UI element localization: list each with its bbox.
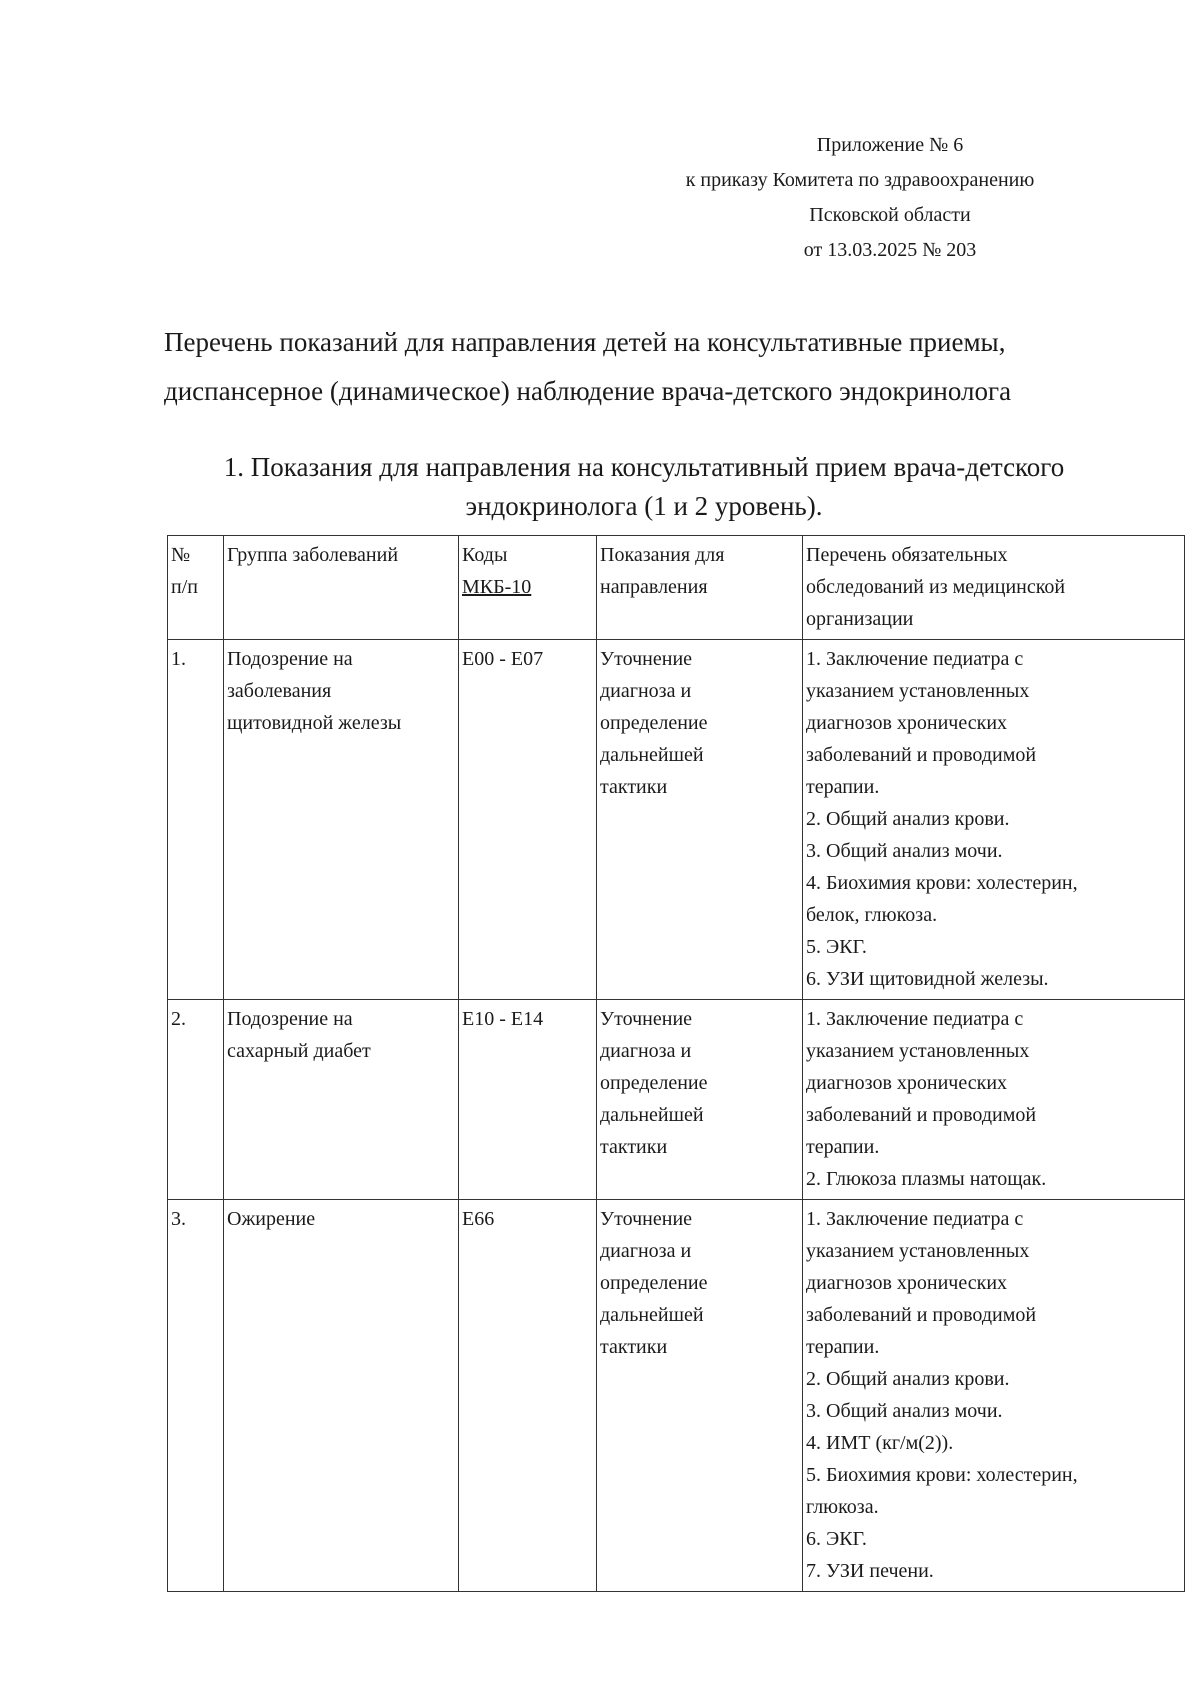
header-group: Группа заболеваний (224, 536, 459, 640)
table-row (168, 1000, 1185, 1200)
cell-group: Ожирение (224, 1200, 459, 1592)
header-codes: Коды МКБ-10 (459, 536, 597, 640)
cell-indications: Уточнение диагноза и определение дальнейшей тактики (597, 1200, 803, 1592)
cell-codes: Е10 - Е14 (459, 1000, 597, 1200)
appendix-number: Приложение № 6 (816, 134, 964, 156)
cell-exams: 1. Заключение педиатра с указанием установленных диагнозов хронических заболеваний и проводимой терапии. 2. Общий анализ крови. 3. Общий анализ мочи. 4. ИМТ (кг/м(2)). 5. Биохимия крови: холестерин, глюкоза. 6. ЭКГ. 7. УЗИ печени. (803, 1200, 1185, 1592)
section-heading-line: эндокринолога (1 и 2 уровень). (465, 491, 823, 521)
cell-num: 3. (168, 1200, 224, 1592)
document-title-line: диспансерное (динамическое) наблюдение врача-детского эндокринолога (164, 376, 1012, 406)
cell-codes: Е66 (459, 1200, 597, 1592)
appendix-date-number: от 13.03.2025 № 203 (803, 239, 977, 261)
header-num: № п/п (168, 536, 224, 640)
appendix-region: Псковской области (809, 204, 971, 226)
indications-table (167, 535, 1185, 1592)
section-heading (164, 448, 1124, 526)
cell-codes: Е00 - Е07 (459, 640, 597, 1000)
cell-num: 2. (168, 1000, 224, 1200)
cell-num: 1. (168, 640, 224, 1000)
table-header-row (168, 536, 1185, 640)
document-title-line: Перечень показаний для направления детей на консультативные приемы, (164, 327, 1006, 357)
table-row (168, 640, 1185, 1000)
section-heading-line: 1. Показания для направления на консультативный прием врача-детского (223, 452, 1065, 482)
table-row (168, 1200, 1185, 1592)
cell-indications: Уточнение диагноза и определение дальнейшей тактики (597, 1000, 803, 1200)
cell-exams: 1. Заключение педиатра с указанием установленных диагнозов хронических заболеваний и проводимой терапии. 2. Общий анализ крови. 3. Общий анализ мочи. 4. Биохимия крови: холестерин, белок, глюкоза. 5. ЭКГ. 6. УЗИ щитовидной железы. (803, 640, 1185, 1000)
header-exams: Перечень обязательных обследований из медицинской организации (803, 536, 1185, 640)
cell-exams: 1. Заключение педиатра с указанием установленных диагнозов хронических заболеваний и проводимой терапии. 2. Глюкоза плазмы натощак. (803, 1000, 1185, 1200)
cell-group: Подозрение на заболевания щитовидной железы (224, 640, 459, 1000)
document-title (164, 318, 1144, 416)
appendix-header (660, 128, 1120, 268)
appendix-order-ref: к приказу Комитета по здравоохранению (685, 169, 1035, 191)
cell-group: Подозрение на сахарный диабет (224, 1000, 459, 1200)
header-indications: Показания для направления (597, 536, 803, 640)
cell-indications: Уточнение диагноза и определение дальнейшей тактики (597, 640, 803, 1000)
